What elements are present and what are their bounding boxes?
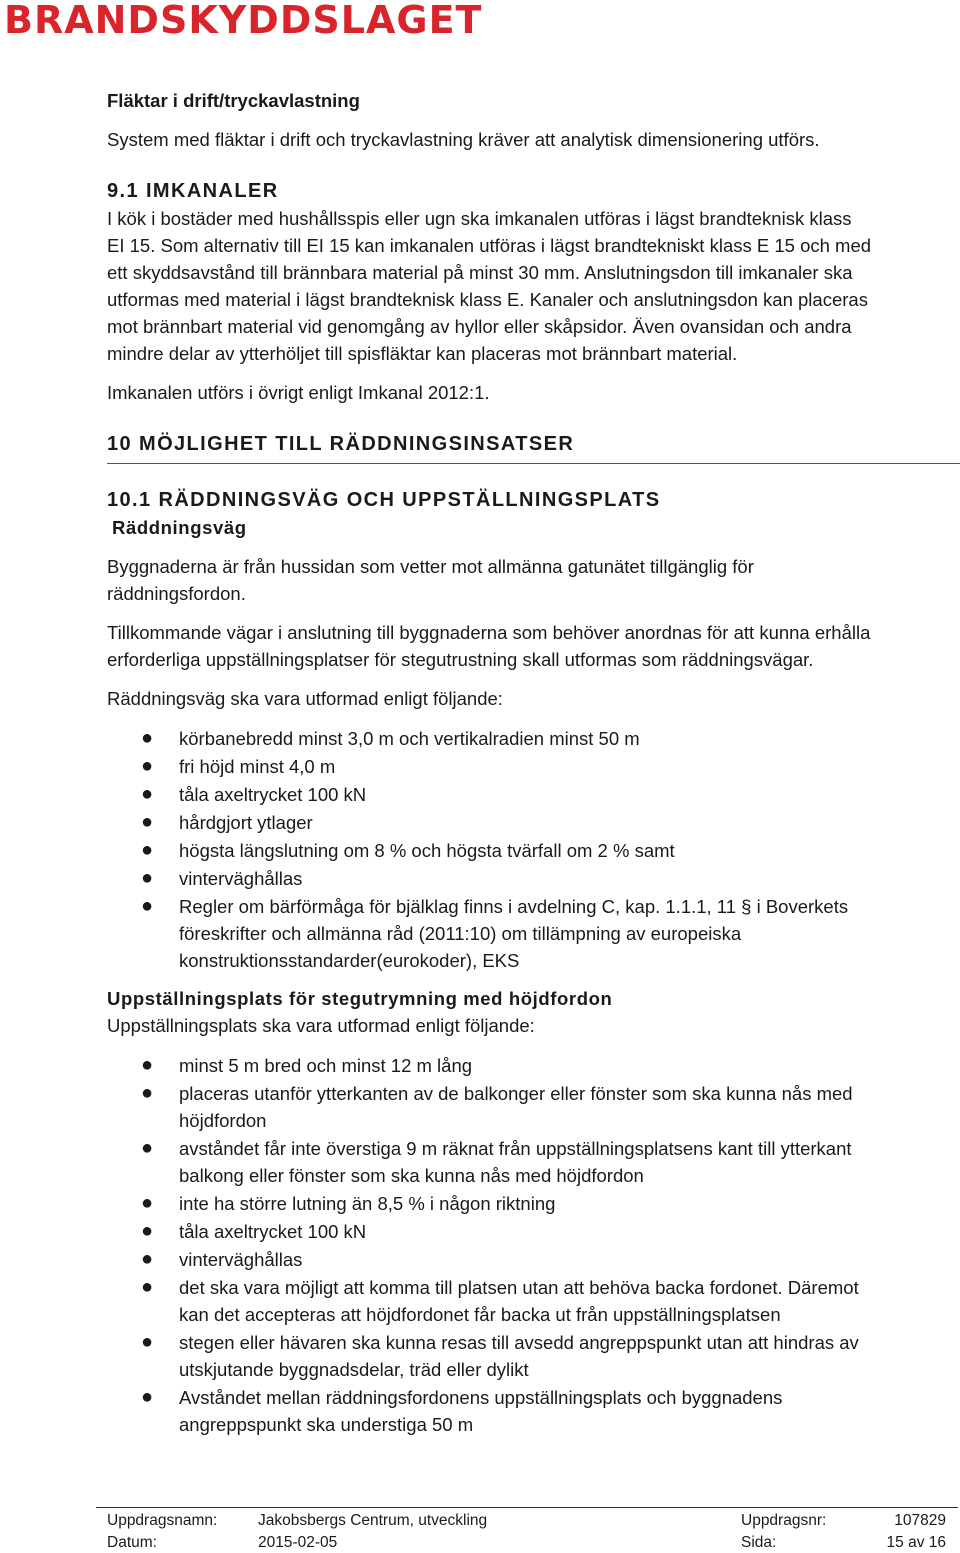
list-item-continuation: höjdfordon [179,1110,267,1131]
intro-heading: Fläktar i drift/tryckavlastning [107,90,360,111]
bullet-icon: ● [141,1220,154,1242]
list-item: placeras utanför ytterkanten av de balkonger eller fönster som ska kunna nås med [179,1083,853,1104]
list-item-continuation: balkong eller fönster som ska kunna nås med höjdfordon [179,1165,644,1186]
section-9-1-line: mindre delar av ytterhöljet till spisfläktar kan placeras mot brännbart material. [107,343,738,364]
list-item: tåla axeltrycket 100 kN [179,784,367,805]
section-9-1-line: EI 15. Som alternativ till EI 15 kan imkanalen utföras i lägst brandtekniskt klass E 15 och med [107,235,872,256]
list-item: avståndet får inte överstiga 9 m räknat från uppställningsplatsens kant till ytterkant [179,1138,852,1159]
section-9-1-line: utformas med material i lägst brandteknisk klass E. Kanaler och anslutningsdon kan placeras [107,289,868,310]
bullet-icon: ● [141,727,154,749]
list-item: högsta längslutning om 8 % och högsta tvärfall om 2 % samt [179,840,675,861]
list-item: inte ha större lutning än 8,5 % i någon riktning [179,1193,556,1214]
section-9-1-line: mot brännbart material vid genomgång av hyllor eller skåpsidor. Även ovansidan och andra [107,316,852,337]
subheading-uppstallningsplats: Uppställningsplats för stegutrymning med höjdfordon [107,988,613,1009]
list-item: körbanebredd minst 3,0 m och vertikalradien minst 50 m [179,728,640,749]
list-item: Avståndet mellan räddningsfordonens uppställningsplats och byggnadens [179,1387,783,1408]
section-10-1-heading: 10.1 RÄDDNINGSVÄG OCH UPPSTÄLLNINGSPLATS [107,489,661,511]
bullet-icon: ● [141,1248,154,1270]
list-item-continuation: föreskrifter och allmänna råd (2011:10) om tillämpning av europeiska [179,923,742,944]
bullet-icon: ● [141,1331,154,1353]
intro-text: System med fläktar i drift och tryckavlastning kräver att analytisk dimensionering utförs. [107,129,820,150]
paragraph-line: Uppställningsplats ska vara utformad enligt följande: [107,1015,535,1036]
bullet-icon: ● [141,1137,154,1159]
bullet-icon: ● [141,811,154,833]
bullet-icon: ● [141,867,154,889]
bullet-icon: ● [141,1386,154,1408]
footer-date-label: Datum: [107,1534,157,1551]
footer-page-number: 15 av 16 [886,1534,946,1551]
bullet-icon: ● [141,755,154,777]
list-item: minst 5 m bred och minst 12 m lång [179,1055,473,1076]
footer-assignment-name: Jakobsbergs Centrum, utveckling [258,1512,488,1529]
footer-date: 2015-02-05 [258,1534,338,1551]
bullet-icon: ● [141,895,154,917]
footer-divider [96,1507,958,1508]
bullet-icon: ● [141,1082,154,1104]
list-item: vinterväghållas [179,868,303,889]
footer-assignment-name-label: Uppdragsnamn: [107,1512,218,1529]
list-item: hårdgjort ytlager [179,812,313,833]
list-item-continuation: utskjutande byggnadsdelar, träd eller dylikt [179,1359,529,1380]
list-item: vinterväghållas [179,1249,303,1270]
subheading-raddningsvag: Räddningsväg [112,517,247,538]
section-9-1-heading: 9.1 IMKANALER [107,180,279,202]
list-item: det ska vara möjligt att komma till platsen utan att behöva backa fordonet. Däremot [179,1277,859,1298]
list-item-continuation: kan det accepteras att höjdfordonet får backa ut från uppställningsplatsen [179,1304,781,1325]
list-item: Regler om bärförmåga för bjälklag finns i avdelning C, kap. 1.1.1, 11 § i Boverkets [179,896,849,917]
section-divider [107,463,960,464]
section-9-1-line: I kök i bostäder med hushållsspis eller ugn ska imkanalen utföras i lägst brandteknisk klass [107,208,852,229]
list-item: fri höjd minst 4,0 m [179,756,336,777]
paragraph-line: Tillkommande vägar i anslutning till byggnaderna som behöver anordnas för att kunna erhålla [107,622,871,643]
bullet-icon: ● [141,839,154,861]
bullet-icon: ● [141,1276,154,1298]
footer-assignment-no: 107829 [894,1512,946,1529]
brandskyddslaget-logo: BRANDSKYDDSLAGET [4,0,483,42]
bullet-icon: ● [141,1054,154,1076]
section-9-1-line: ett skyddsavstånd till brännbara material på minst 30 mm. Anslutningsdon till imkanaler ska [107,262,853,283]
paragraph-line: räddningsfordon. [107,583,246,604]
list-item-continuation: angreppspunkt ska understiga 50 m [179,1414,474,1435]
paragraph-line: Räddningsväg ska vara utformad enligt följande: [107,688,503,709]
bullet-icon: ● [141,783,154,805]
list-item-continuation: konstruktionsstandarder(eurokoder), EKS [179,950,520,971]
paragraph-line: Byggnaderna är från hussidan som vetter mot allmänna gatunätet tillgänglig för [107,556,754,577]
list-item: stegen eller hävaren ska kunna resas till avsedd angreppspunkt utan att hindras av [179,1332,859,1353]
section-9-1-note: Imkanalen utförs i övrigt enligt Imkanal 2012:1. [107,382,490,403]
list-item: tåla axeltrycket 100 kN [179,1221,367,1242]
bullet-icon: ● [141,1192,154,1214]
paragraph-line: erforderliga uppställningsplatser för stegutrustning skall utformas som räddningsvägar. [107,649,814,670]
section-10-heading: 10 MÖJLIGHET TILL RÄDDNINGSINSATSER [107,433,575,455]
footer-assignment-no-label: Uppdragsnr: [741,1512,827,1529]
footer-page-label: Sida: [741,1534,777,1551]
